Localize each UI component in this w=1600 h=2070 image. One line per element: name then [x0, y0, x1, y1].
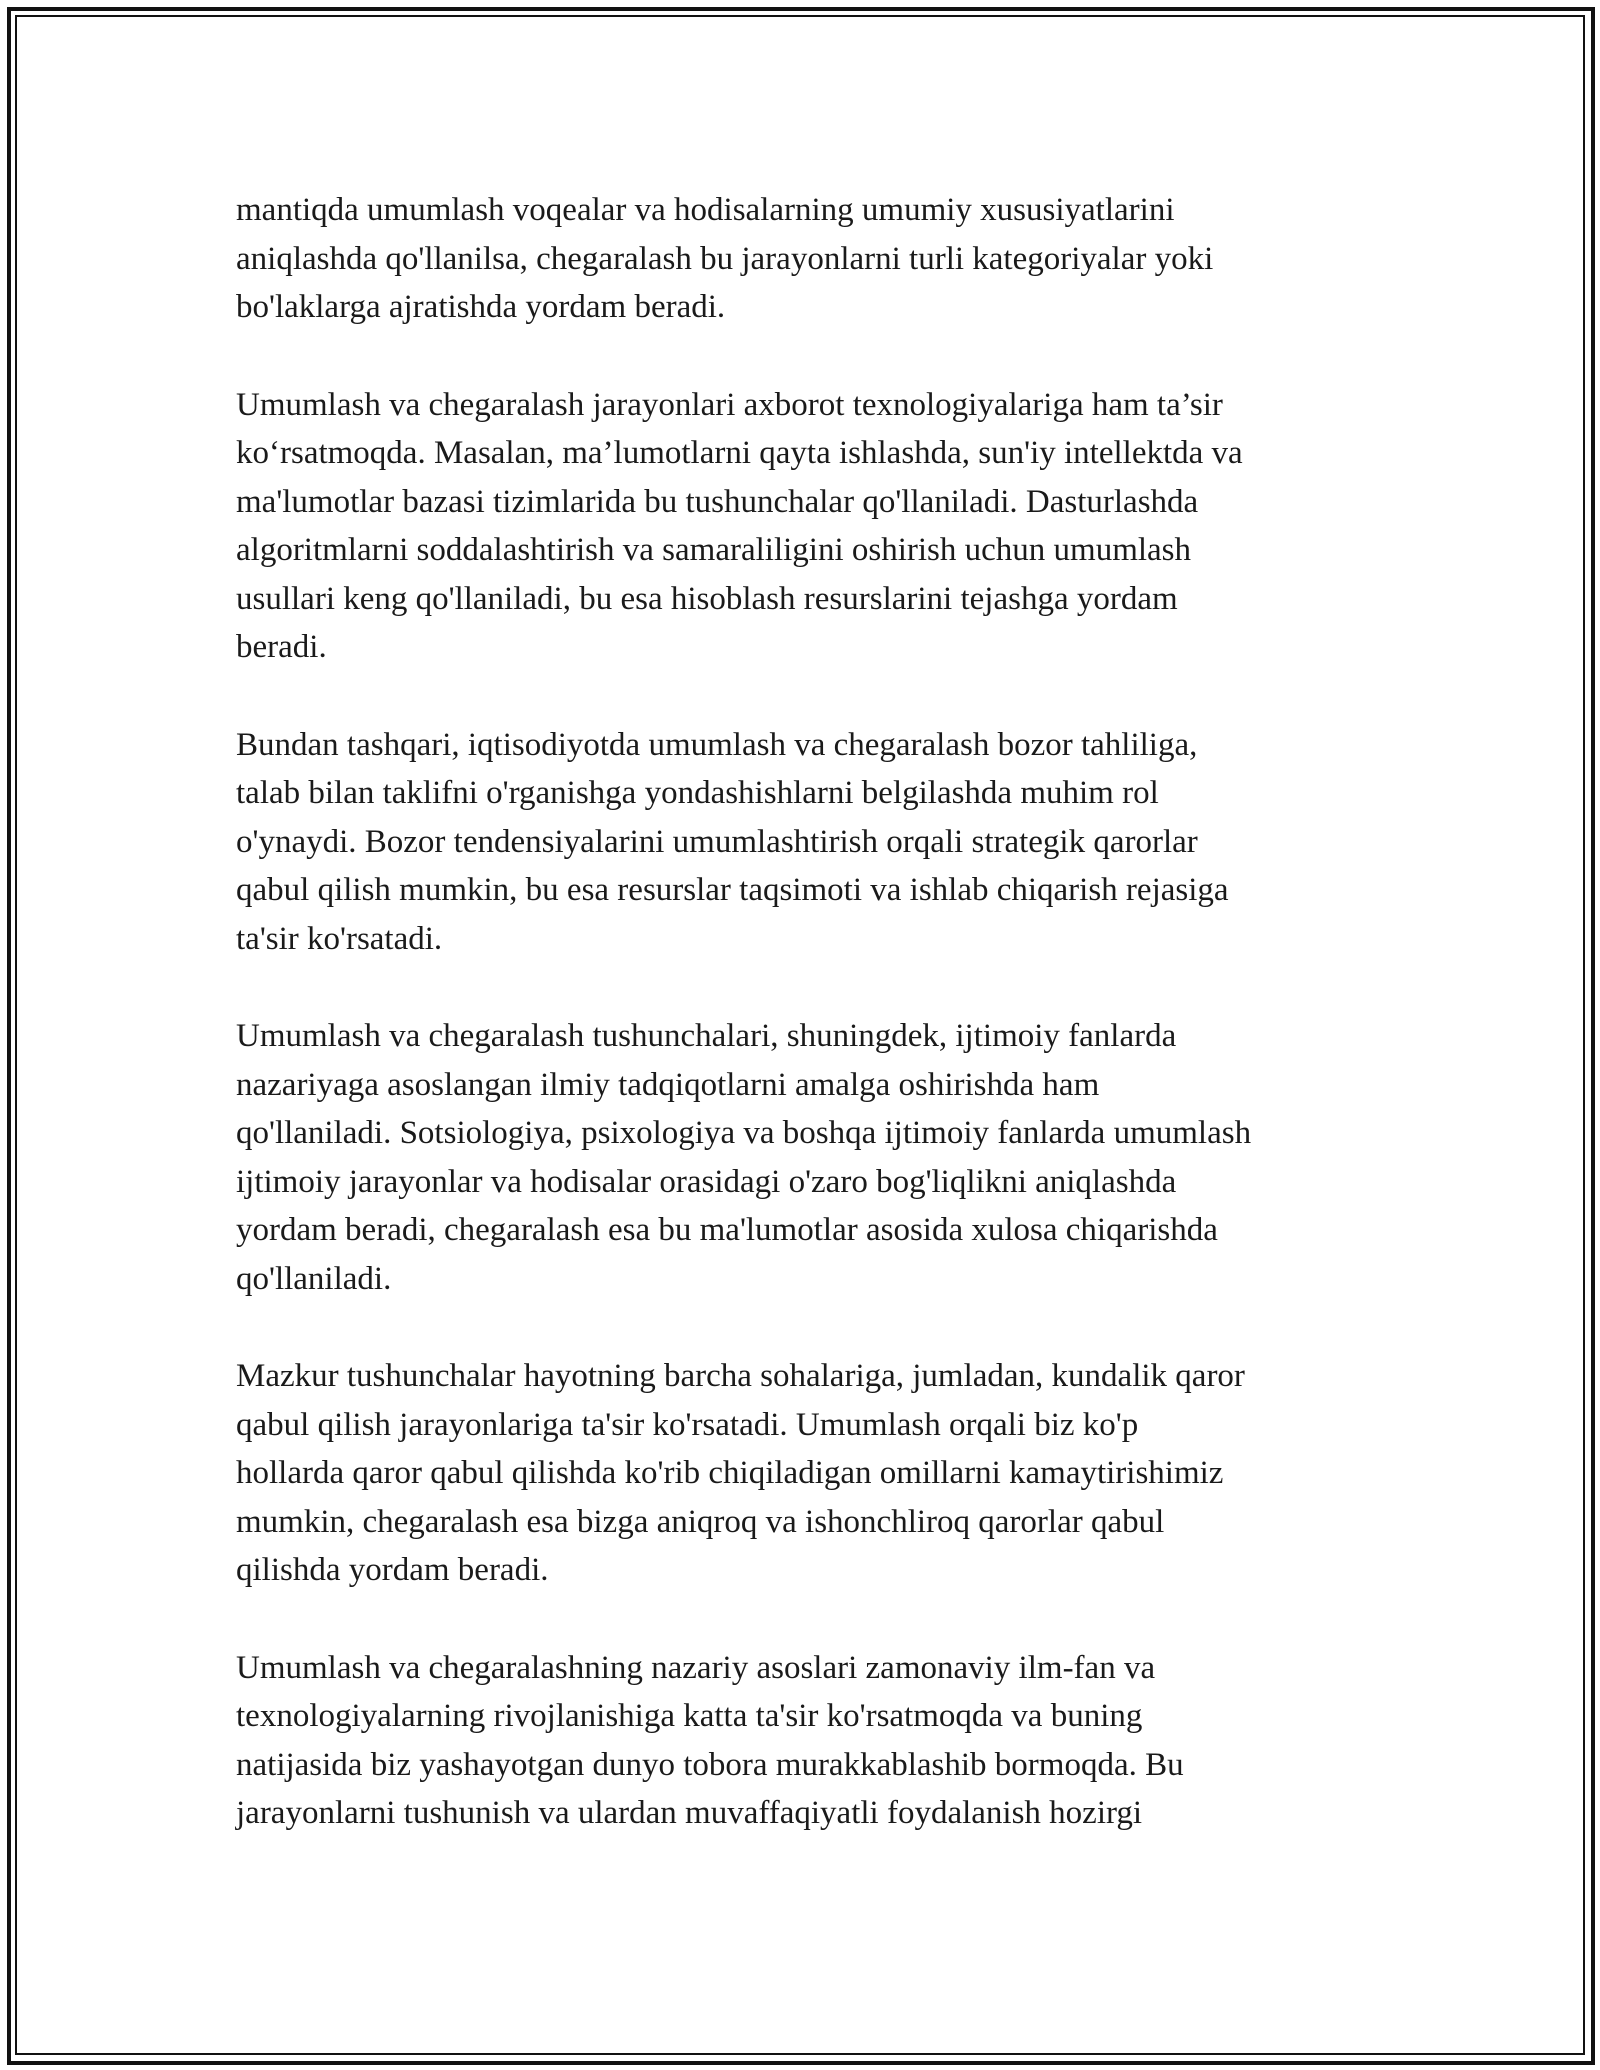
text-line: ma'lumotlar bazasi tizimlarida bu tushunchalar qo'llaniladi. Dasturlashda [236, 483, 1199, 520]
text-line: mantiqda umumlash voqealar va hodisalarning umumiy xususiyatlarini [236, 192, 1175, 228]
text-line: ijtimoiy jarayonlar va hodisalar orasidagi o'zaro bog'liqlikni aniqlashda [236, 1163, 1177, 1200]
text-line: o'ynaydi. Bozor tendensiyalarini umumlashtirish orqali strategik qarorlar [236, 823, 1198, 860]
text-line: qo'llaniladi. [236, 1260, 392, 1297]
document-body [236, 186, 1386, 1887]
text-line: hollarda qaror qabul qilishda ko'rib chiqiladigan omillarni kamaytirishimiz [236, 1455, 1224, 1491]
text-line: usullari keng qo'llaniladi, bu esa hisoblash resurslarini tejashga yordam [236, 580, 1178, 617]
text-line: bo'laklarga ajratishda yordam beradi. [236, 289, 726, 325]
paragraph [236, 1012, 1386, 1303]
text-line: qabul qilish jarayonlariga ta'sir ko'rsatadi. Umumlash orqali biz ko'p [236, 1406, 1139, 1443]
text-line: ta'sir ko'rsatadi. [236, 920, 443, 957]
text-line: Mazkur tushunchalar hayotning barcha sohalariga, jumladan, kundalik qaror [236, 1358, 1245, 1394]
text-line: qilishda yordam beradi. [236, 1552, 549, 1588]
text-line: Bundan tashqari, iqtisodiyotda umumlash va chegaralash bozor tahliliga, [236, 726, 1198, 763]
paragraph [236, 186, 1386, 332]
text-line: jarayonlarni tushunish va ulardan muvaffaqiyatli foydalanish hozirgi [236, 1795, 1143, 1831]
paragraph [236, 1352, 1386, 1595]
text-line: Umumlash va chegaralash jarayonlari axborot texnologiyalariga ham ta’sir [236, 386, 1223, 423]
text-line: ko‘rsatmoqda. Masalan, ma’lumotlarni qayta ishlashda, sun'iy intellektda va [236, 435, 1243, 471]
text-line: nazariyaga asoslangan ilmiy tadqiqotlarni amalga oshirishda ham [236, 1066, 1100, 1103]
text-line: Umumlash va chegaralashning nazariy asoslari zamonaviy ilm-fan va [236, 1649, 1156, 1686]
paragraph [236, 381, 1386, 672]
text-line: mumkin, chegaralash esa bizga aniqroq va ishonchliroq qarorlar qabul [236, 1503, 1165, 1540]
text-line: texnologiyalarning rivojlanishiga katta ta'sir ko'rsatmoqda va buning [236, 1698, 1143, 1734]
text-line: qabul qilish mumkin, bu esa resurslar taqsimoti va ishlab chiqarish rejasiga [236, 872, 1229, 908]
text-line: Umumlash va chegaralash tushunchalari, shuningdek, ijtimoiy fanlarda [236, 1018, 1177, 1054]
paragraph [236, 721, 1386, 964]
text-line: beradi. [236, 629, 327, 665]
text-line: qo'llaniladi. Sotsiologiya, psixologiya va boshqa ijtimoiy fanlarda umumlash [236, 1115, 1252, 1151]
text-line: natijasida biz yashayotgan dunyo tobora murakkablashib bormoqda. Bu [236, 1746, 1184, 1783]
text-line: talab bilan taklifni o'rganishga yondashishlarni belgilashda muhim rol [236, 775, 1159, 811]
paragraph [236, 1644, 1386, 1838]
text-line: algoritmlarni soddalashtirish va samaraliligini oshirish uchun umumlash [236, 532, 1192, 568]
text-line: yordam beradi, chegaralash esa bu ma'lumotlar asosida xulosa chiqarishda [236, 1212, 1218, 1248]
text-line: aniqlashda qo'llanilsa, chegaralash bu jarayonlarni turli kategoriyalar yoki [236, 240, 1214, 277]
